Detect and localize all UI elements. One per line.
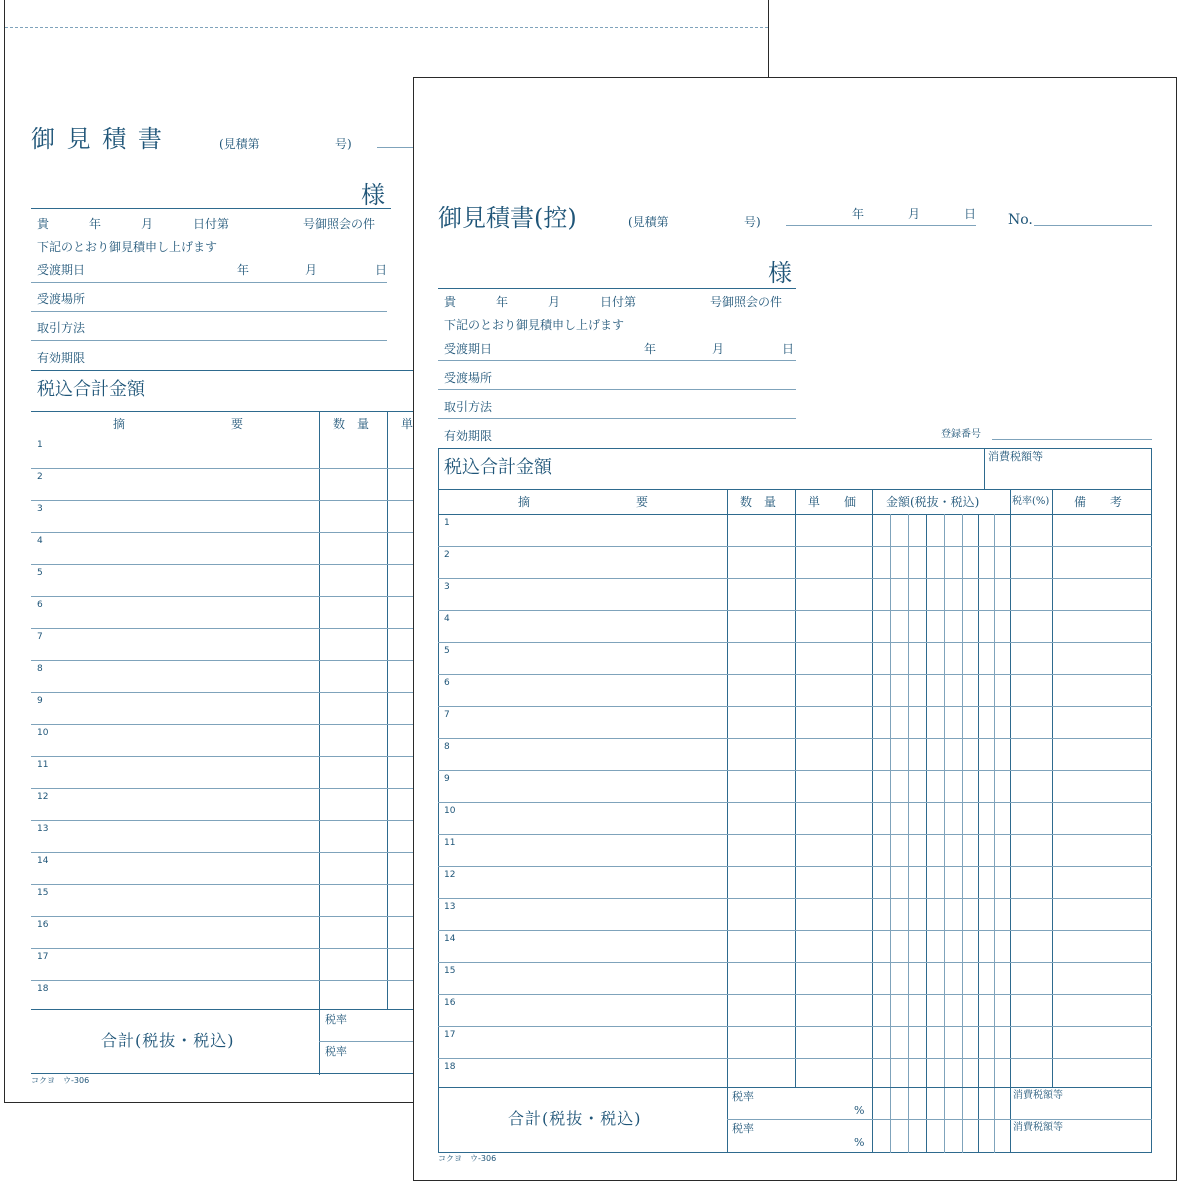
row-divider (438, 866, 1152, 867)
product-code: コクヨ ウ-306 (438, 1154, 497, 1163)
tax-rate-b: 税率 (732, 1122, 754, 1135)
row-number: 4 (37, 536, 43, 546)
consumption-tax-b: 消費税額等 (1013, 1122, 1063, 1133)
row-number: 1 (444, 518, 450, 528)
tax-rate-b: 税率 (325, 1045, 347, 1058)
row-number: 9 (37, 696, 43, 706)
delivery-place-line (438, 389, 796, 390)
validity-label: 有効期限 (444, 429, 493, 443)
col-qty: 数 量 (740, 495, 777, 509)
row-number: 7 (37, 632, 43, 642)
col-unit-price: 単 価 (808, 495, 857, 509)
row-number: 14 (444, 934, 456, 944)
ref-nen: 年 (89, 217, 102, 231)
row-divider (438, 610, 1152, 611)
intro-text: 下記のとおり御見積申し上げます (444, 318, 625, 332)
delivery-date-tsuki: 月 (712, 342, 725, 356)
delivery-date-tsuki: 月 (305, 263, 318, 277)
header-hi: 日 (964, 207, 977, 221)
row-number: 8 (444, 742, 450, 752)
tax-rate-a: 税率 (732, 1090, 754, 1103)
row-number: 3 (444, 582, 450, 592)
form-title: 御 見 積 書 (31, 125, 164, 153)
total-consumption-tax: 消費税額等 (988, 450, 1043, 463)
row-number: 17 (37, 952, 49, 962)
header-nen: 年 (852, 207, 865, 221)
row-number: 13 (37, 824, 49, 834)
row-number: 18 (37, 984, 49, 994)
row-number: 16 (37, 920, 49, 930)
row-number: 15 (444, 966, 456, 976)
row-divider (438, 930, 1152, 931)
row-number: 13 (444, 902, 456, 912)
ref-tsuki: 月 (141, 217, 154, 231)
honorific-sama: 様 (768, 259, 792, 287)
estimate-number-line (786, 225, 976, 226)
row-number: 2 (444, 550, 450, 560)
delivery-date-hi: 日 (782, 342, 795, 356)
product-code: コクヨ ウ-306 (31, 1076, 90, 1085)
row-number: 14 (37, 856, 49, 866)
col-tax-rate: 税率(%) (1012, 496, 1050, 507)
number-line (1034, 225, 1152, 226)
row-number: 15 (37, 888, 49, 898)
row-divider (438, 802, 1152, 803)
col-qty: 数 量 (333, 417, 370, 431)
payment-line (438, 418, 796, 419)
row-divider (438, 834, 1152, 835)
honorific-sama: 様 (361, 181, 385, 209)
row-number: 12 (444, 870, 456, 880)
col-desc-a: 摘 (518, 495, 531, 509)
col-remarks: 備 考 (1074, 495, 1123, 509)
delivery-date-line (31, 282, 387, 283)
row-number: 16 (444, 998, 456, 1008)
estimate-form-front (413, 77, 1177, 1181)
sum-top-line (438, 1087, 1152, 1088)
row-number: 2 (37, 472, 43, 482)
ref-ki: 貴 (37, 217, 50, 231)
row-divider (438, 706, 1152, 707)
estimate-number-label: (見積第 (628, 215, 669, 229)
row-divider (438, 994, 1152, 995)
row-divider (438, 962, 1152, 963)
row-number: 5 (444, 646, 450, 656)
row-number: 9 (444, 774, 450, 784)
col-divider-amount (872, 489, 873, 1153)
percent-b: % (854, 1136, 865, 1149)
row-number: 6 (37, 600, 43, 610)
ref-ki: 貴 (444, 295, 457, 309)
row-divider (438, 770, 1152, 771)
payment-label: 取引方法 (37, 321, 86, 335)
ref-nen: 年 (496, 295, 509, 309)
customer-line (31, 208, 391, 209)
total-amount-label: 税込合計金額 (444, 457, 552, 478)
row-divider (438, 1058, 1152, 1059)
row-divider (438, 674, 1152, 675)
total-amount-label: 税込合計金額 (37, 379, 145, 400)
row-number: 5 (37, 568, 43, 578)
row-number: 8 (37, 664, 43, 674)
col-desc-a: 摘 (113, 417, 126, 431)
estimate-number-label: (見積第 (219, 137, 260, 151)
ref-hizuke: 日付第 (600, 295, 637, 309)
row-number: 11 (37, 760, 49, 770)
ref-tsuki: 月 (548, 295, 561, 309)
col-divider-tax-rate (1010, 489, 1011, 1153)
delivery-date-line (438, 360, 796, 361)
row-number: 10 (37, 728, 49, 738)
delivery-place-label: 受渡場所 (444, 371, 493, 385)
row-divider (438, 1026, 1152, 1027)
row-number: 11 (444, 838, 456, 848)
form-title: 御見積書(控) (438, 204, 577, 232)
row-number: 4 (444, 614, 450, 624)
number-label: No. (1008, 212, 1033, 228)
ref-goshokai: 号御照会の件 (303, 217, 376, 231)
delivery-place-line (31, 311, 387, 312)
row-number: 1 (37, 440, 43, 450)
sum-label: 合計(税抜・税込) (101, 1031, 235, 1050)
registration-number-label: 登録番号 (941, 429, 981, 440)
delivery-date-nen: 年 (237, 263, 250, 277)
consumption-tax-a: 消費税額等 (1013, 1090, 1063, 1101)
estimate-number-suffix: 号) (744, 215, 761, 229)
payment-label: 取引方法 (444, 400, 493, 414)
registration-number-line (992, 439, 1152, 440)
row-number: 17 (444, 1030, 456, 1040)
col-divider-qty (319, 411, 320, 1075)
delivery-date-label: 受渡期日 (444, 342, 493, 356)
row-divider (438, 738, 1152, 739)
sum-label-divider (727, 1087, 728, 1153)
row-divider (438, 578, 1152, 579)
header-tsuki: 月 (908, 207, 921, 221)
customer-line (438, 288, 796, 289)
validity-label: 有効期限 (37, 351, 86, 365)
row-number: 12 (37, 792, 49, 802)
tax-rate-a: 税率 (325, 1013, 347, 1026)
sum-label: 合計(税抜・税込) (508, 1109, 642, 1128)
row-divider (438, 546, 1152, 547)
row-number: 10 (444, 806, 456, 816)
ref-goshokai: 号御照会の件 (710, 295, 783, 309)
row-number: 3 (37, 504, 43, 514)
delivery-date-hi: 日 (375, 263, 388, 277)
row-number: 18 (444, 1062, 456, 1072)
col-desc-b: 要 (231, 417, 244, 431)
tax-row-divider (727, 1119, 1152, 1120)
col-desc-b: 要 (636, 495, 649, 509)
row-divider (438, 898, 1152, 899)
col-amount: 金額(税抜・税込) (886, 495, 980, 509)
intro-text: 下記のとおり御見積申し上げます (37, 240, 218, 254)
row-number: 7 (444, 710, 450, 720)
col-unit: 単 (401, 417, 414, 431)
delivery-place-label: 受渡場所 (37, 292, 86, 306)
delivery-date-nen: 年 (644, 342, 657, 356)
estimate-number-suffix: 号) (335, 137, 352, 151)
perforation-line (5, 27, 768, 28)
ref-hizuke: 日付第 (193, 217, 230, 231)
payment-line (31, 340, 387, 341)
row-divider (438, 642, 1152, 643)
row-number: 6 (444, 678, 450, 688)
percent-a: % (854, 1104, 865, 1117)
delivery-date-label: 受渡期日 (37, 263, 86, 277)
